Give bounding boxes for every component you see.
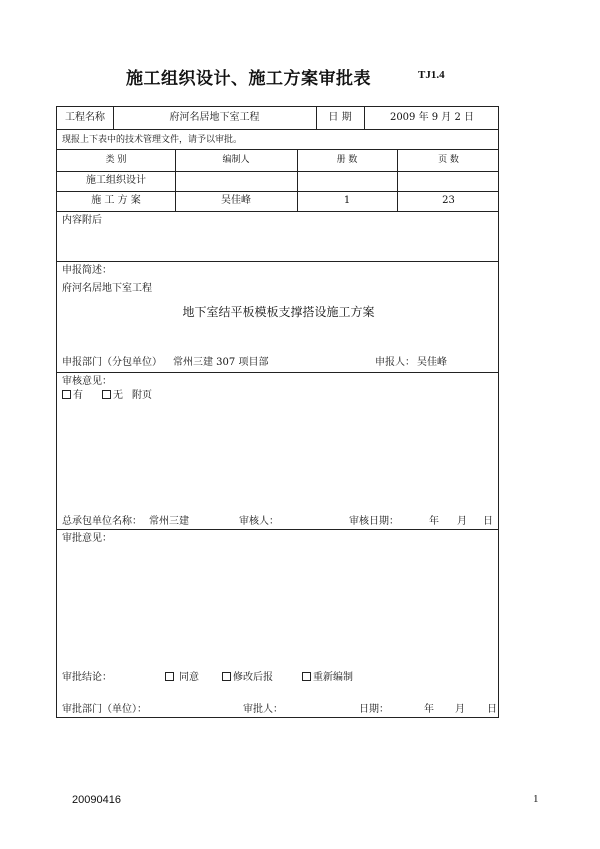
reviewer-label: 审核人： [239, 516, 279, 527]
approval-form [56, 106, 499, 718]
checkbox-icon [165, 672, 174, 681]
row-divider [57, 191, 498, 192]
review-option-yes-label: 有 [73, 390, 83, 401]
row-divider [57, 129, 498, 130]
applicant-value: 吴佳峰 [417, 357, 447, 368]
review-month: 月 [457, 516, 467, 527]
form-code: TJ1.4 [418, 69, 445, 81]
date-label: 日 期 [328, 112, 352, 123]
approval-year: 年 [424, 704, 434, 715]
dept-value: 常州三建 307 项目部 [173, 357, 269, 368]
review-label: 审核意见： [62, 376, 112, 387]
checkbox-icon [102, 390, 111, 399]
row-divider [57, 171, 498, 172]
project-name-label: 工程名称 [65, 112, 105, 123]
row-divider [57, 261, 498, 262]
approval-label: 审批意见： [62, 533, 112, 544]
approval-month: 月 [455, 704, 465, 715]
approval-dept-label: 审批部门（单位）： [62, 704, 147, 715]
table-cell: 施工组织设计 [86, 175, 146, 186]
document-number: 20090416 [72, 794, 121, 806]
review-date-label: 审核日期： [349, 516, 399, 527]
submission-label: 申报简述： [62, 265, 112, 276]
approval-date-label: 日期： [359, 704, 389, 715]
date-value: 2009 年 9 月 2 日 [389, 112, 475, 123]
row-divider [57, 211, 498, 212]
approval-option-redo-label: 重新编制 [313, 672, 353, 683]
intro-text: 现报上下表中的技术管理文件，请予以审批。 [62, 135, 243, 145]
approval-day: 日 [487, 704, 497, 715]
approval-option-agree[interactable] [165, 672, 199, 684]
review-option-no[interactable] [102, 390, 123, 402]
approval-option-revise-label: 修改后报 [233, 672, 273, 683]
checkbox-icon [62, 390, 71, 399]
table-cell: 吴佳峰 [221, 195, 251, 206]
plan-title: 地下室结平板模板支撑搭设施工方案 [182, 305, 375, 319]
row-divider [57, 529, 498, 530]
review-option-yes[interactable] [62, 390, 83, 402]
checkbox-icon [302, 672, 311, 681]
approval-option-agree-label: 同意 [179, 672, 199, 683]
review-day: 日 [483, 516, 493, 527]
approval-option-revise[interactable] [222, 672, 273, 684]
submission-project: 府河名居地下室工程 [62, 283, 152, 294]
checkbox-icon [222, 672, 231, 681]
approver-label: 审批人： [243, 704, 283, 715]
review-year: 年 [429, 516, 439, 527]
contractor-label: 总承包单位名称： [62, 516, 142, 527]
row-divider [57, 372, 498, 373]
row-divider [57, 149, 498, 150]
conclusion-label: 审批结论： [62, 672, 112, 683]
col-header-author: 编制人 [222, 155, 250, 165]
form-title: 施工组织设计、施工方案审批表 [126, 69, 371, 89]
attachment-label: 附页 [132, 390, 152, 401]
table-cell: 施 工 方 案 [91, 195, 141, 206]
dept-label: 申报部门（分包单位） [62, 357, 162, 368]
review-option-no-label: 无 [113, 390, 123, 401]
table-cell: 1 [343, 195, 351, 206]
contents-label: 内容附后 [62, 215, 102, 226]
table-cell: 23 [442, 195, 455, 206]
contractor-value: 常州三建 [149, 516, 189, 527]
page-number: 1 [533, 793, 539, 805]
project-name-value: 府河名居地下室工程 [169, 112, 260, 123]
col-header-volumes: 册 数 [336, 155, 358, 165]
approval-option-redo[interactable] [302, 672, 353, 684]
applicant-label: 申报人： [375, 357, 415, 368]
col-header-category: 类 别 [105, 155, 127, 165]
col-header-pages: 页 数 [438, 155, 459, 165]
